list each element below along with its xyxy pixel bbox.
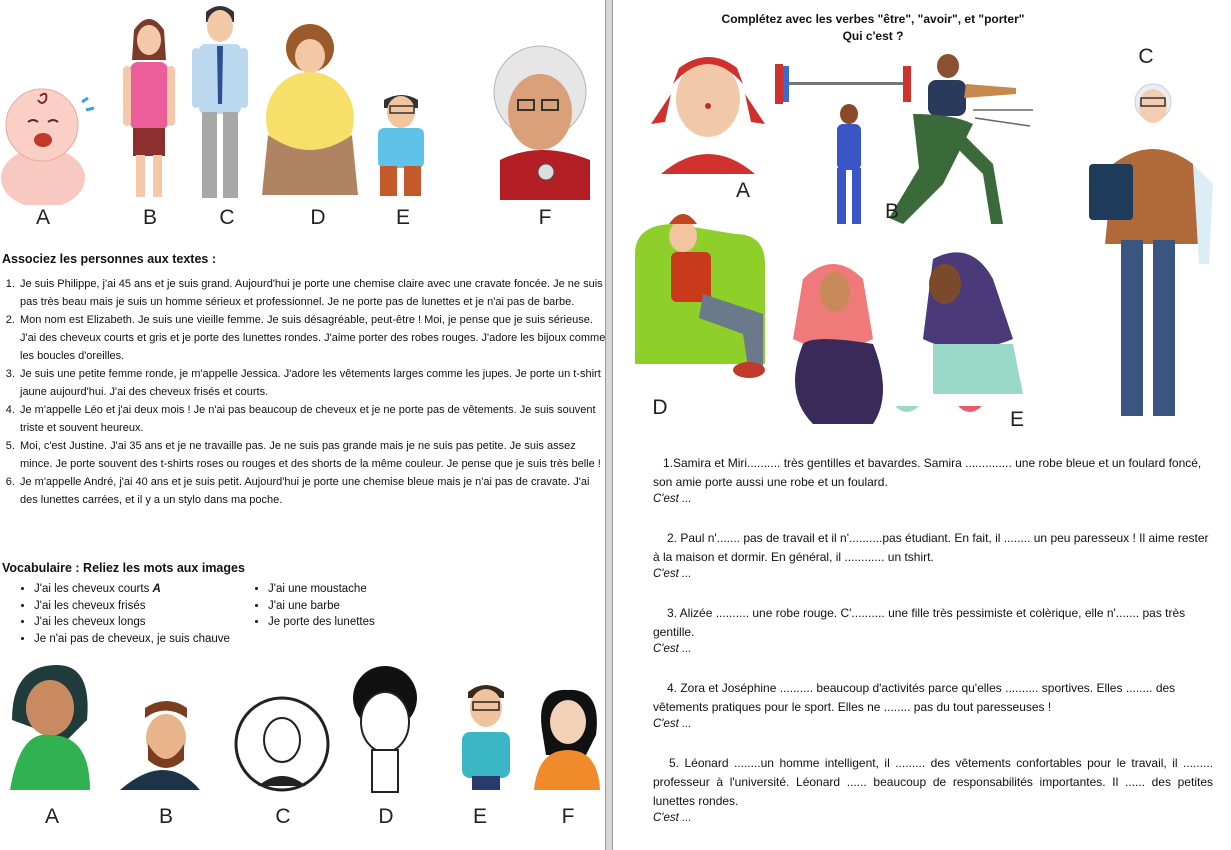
face-c-illustration [236,698,328,790]
top-letter-c: C [219,206,235,229]
text-item: 1. Je suis Philippe, j'ai 45 ans et je suis grand. Aujourd'hui je porte une chemise claire avec une cravate foncée. Je ne suis pas très beau mais je suis un homme sérieux et professionnel. Je ne porte pas de lunettes et je n'ai pas de barbe. [18,275,605,311]
bottom-letter-c: C [275,805,291,828]
face-f-illustration [534,690,600,790]
text-item: 4. Je m'appelle Léo et j'ai deux mois ! Je n'ai pas beaucoup de cheveux et je ne porte pas de vêtements. Je suis souvent triste et souvent heureux. [18,401,605,437]
face-a-illustration [10,665,90,790]
professor-illustration [1089,84,1213,416]
top-letter-e: E [395,206,410,229]
girl-red-illustration [651,57,765,174]
texts-list [0,275,605,509]
heading-associate: Associez les personnes aux textes : [2,252,216,266]
vocab-item: • Je n'ai pas de cheveux, je suis chauve [34,631,264,648]
exercise-4: 4. Zora et Joséphine .......... beaucoup d'activités parce qu'elles .......... sportives. Elles ........ des vêtements pratiques pour le sport. Elles ne ........ pas du tout paresseuses ! [653,681,1176,714]
woman-pink-illustration [123,19,175,197]
short-man-illustration [378,95,424,196]
bottom-letter-e: E [472,805,487,828]
cest-5: C'est ... [653,812,692,824]
right-letter-b: B [884,200,899,223]
cest-4: C'est ... [653,718,692,730]
left-page [0,0,605,850]
vocab-item [34,581,264,598]
vocab-item: • J'ai une moustache [268,581,468,598]
right-page [613,0,1231,850]
top-letter-d: D [310,206,326,229]
exercise-2: 2. Paul n'....... pas de travail et il n'..........pas étudiant. En fait, il ........ un peu paresseux ! Il aime rester à la maison et dormir. En général, il ............ un tshirt. [653,531,1209,564]
cest-3: C'est ... [653,643,692,655]
vocab-item: • J'ai les cheveux longs [34,614,264,631]
heading-vocabulary: Vocabulaire : Reliez les mots aux images [2,561,245,575]
face-b-illustration [120,701,200,790]
top-letter-f: F [538,206,552,229]
people-illustrations-top [0,0,605,205]
vocab-text: J'ai les cheveux courts [34,583,150,595]
top-letter-a: A [35,206,50,229]
page-divider [605,0,613,850]
faces-illustrations-bottom [0,660,605,800]
right-letter-d: D [652,396,668,419]
man-tie-illustration [192,6,248,198]
text-item: 3. Je suis une petite femme ronde, je m'appelle Jessica. J'adore les vêtements larges comme les jupes. Je porte un t-shirt jaune aujourd'hui. J'ai des cheveux frisés et courts. [18,365,605,401]
right-letter-a: A [735,179,750,202]
exercise-1: 1.Samira et Miri.......... très gentilles et bavardes. Samira .............. une robe bleue et un foulard foncé, son amie porte aussi une robe et un foulard. [653,456,1202,489]
exercise-5: 5. Léonard ........un homme intelligent, il ......... des vêtements confortables pour le travail, il ......... professeur à l'université. Léonard ...... beaucoup de responsabilités importantes. Il ...... des petites lunettes rondes. [653,756,1213,808]
bottom-letter-d: D [378,805,394,828]
face-e-illustration [462,685,510,790]
vocab-item: • J'ai une barbe [268,598,468,615]
exercise-subtitle: Qui c'est ? [842,29,904,43]
vocab-list-1 [20,581,264,647]
round-woman-illustration [262,24,358,195]
cest-2: C'est ... [653,568,692,580]
bottom-letter-a: A [44,805,59,828]
exercise-title: Complétez avec les verbes "être", "avoir", et "porter" [721,12,1025,26]
bottom-letter-f: F [561,805,575,828]
old-woman-illustration [494,46,590,200]
right-letter-c: C [1138,45,1154,68]
text-item: 5. Moi, c'est Justine. J'ai 35 ans et je ne travaille pas. Je ne suis pas grande mais je ne suis pas petite. Je suis assez mince. Je porte souvent des t-shirts roses ou rouges et des shorts de la même couleur. Je pense que je suis très belle ! [18,437,605,473]
text-item: 6. Je m'appelle André, j'ai 40 ans et je suis petit. Aujourd'hui je porte une chemise bleue mais je n'ai pas de cravate. J'ai des lunettes carrées, et il y a un stylo dans ma poche. [18,473,605,509]
exercise-3: 3. Alizée .......... une robe rouge. C'.......... une fille très pessimiste et colèrique, elle n'....... pas très gentille. [653,606,1186,639]
two-women-illustration [793,252,1023,424]
vocab-list-2 [254,581,468,631]
vocab-item: • Je porte des lunettes [268,614,468,631]
characters-illustrations [613,44,1231,434]
text-item: 2. Mon nom est Elizabeth. Je suis une vieille femme. Je suis désagréable, peut-être ! Moi, je pense que je suis sérieuse. J'ai des cheveux courts et gris et je porte des lunettes rondes. J'aime porter des robes rouges. J'adore les bijoux comme les boucles d'oreilles. [18,311,605,365]
face-d-illustration [353,666,417,792]
right-letter-e: E [1009,408,1024,431]
sleeping-boy-illustration [635,214,765,378]
vocab-item: • J'ai les cheveux frisés [34,598,264,615]
vocab-answer: A [152,583,161,595]
baby-illustration [1,89,94,205]
cest-1: C'est ... [653,493,692,505]
top-letter-b: B [142,206,157,229]
bottom-letter-b: B [158,805,173,828]
